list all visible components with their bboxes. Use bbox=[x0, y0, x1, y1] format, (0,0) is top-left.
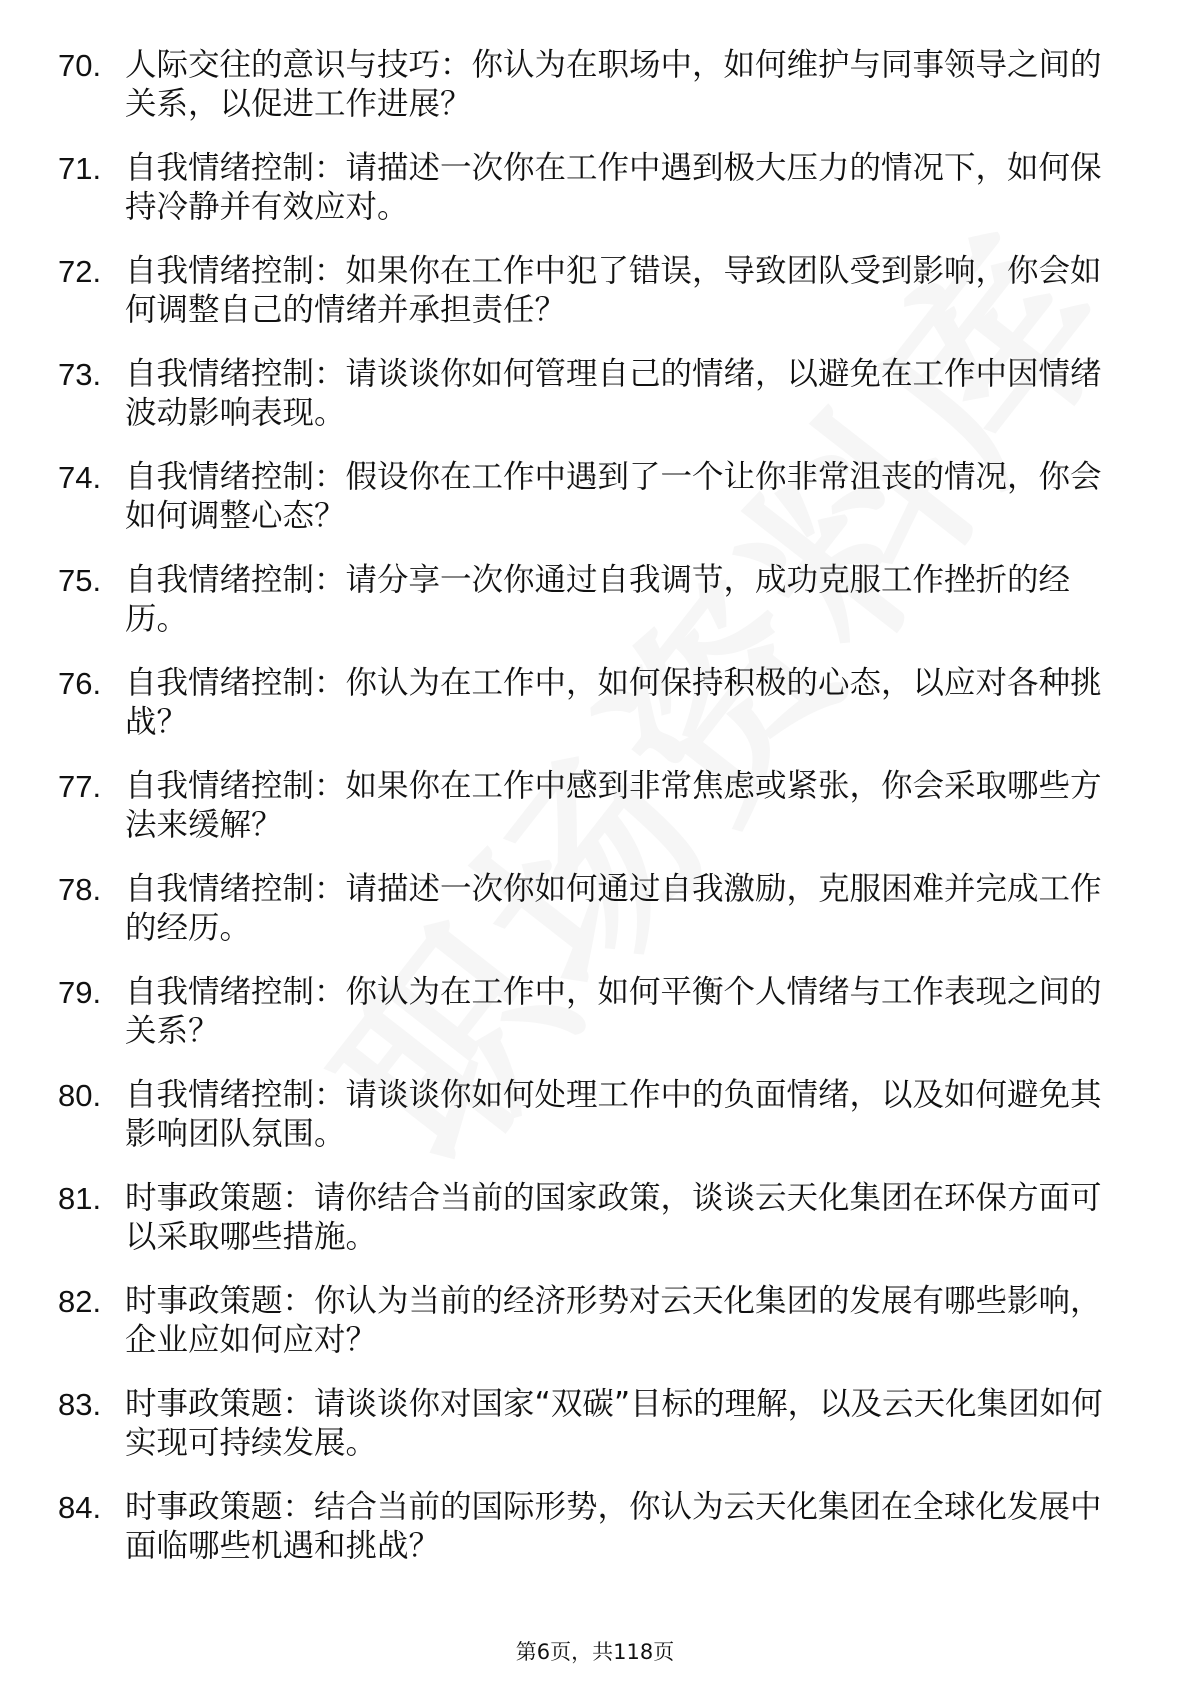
page-footer bbox=[0, 1636, 1190, 1666]
question-number: 75. bbox=[58, 563, 102, 598]
question-text: 时事政策题：请你结合当前的国家政策，谈谈云天化集团在环保方面可以采取哪些措施。 bbox=[125, 1180, 1102, 1255]
question-number: 76. bbox=[58, 666, 102, 701]
list-item bbox=[58, 46, 1128, 124]
question-text: 时事政策题：结合当前的国际形势，你认为云天化集团在全球化发展中面临哪些机遇和挑战？ bbox=[125, 1489, 1102, 1564]
list-item bbox=[58, 1385, 1128, 1463]
question-text: 自我情绪控制：请谈谈你如何管理自己的情绪，以避免在工作中因情绪波动影响表现。 bbox=[125, 356, 1102, 431]
list-item bbox=[58, 458, 1128, 536]
list-item bbox=[58, 1488, 1128, 1566]
list-item bbox=[58, 664, 1128, 742]
question-number: 84. bbox=[58, 1490, 102, 1525]
question-number: 77. bbox=[58, 769, 102, 804]
question-text: 自我情绪控制：请谈谈你如何处理工作中的负面情绪，以及如何避免其影响团队氛围。 bbox=[125, 1077, 1102, 1152]
question-text: 自我情绪控制：如果你在工作中感到非常焦虑或紧张，你会采取哪些方法来缓解？ bbox=[125, 768, 1102, 843]
question-number: 79. bbox=[58, 975, 102, 1010]
question-text: 自我情绪控制：请描述一次你如何通过自我激励，克服困难并完成工作的经历。 bbox=[125, 871, 1102, 946]
list-item bbox=[58, 1282, 1128, 1360]
list-item bbox=[58, 355, 1128, 433]
question-number: 81. bbox=[58, 1181, 102, 1216]
question-text: 自我情绪控制：你认为在工作中，如何保持积极的心态，以应对各种挑战？ bbox=[125, 665, 1102, 740]
question-number: 80. bbox=[58, 1078, 102, 1113]
question-number: 82. bbox=[58, 1284, 102, 1319]
question-number: 73. bbox=[58, 357, 102, 392]
list-item bbox=[58, 767, 1128, 845]
question-text: 时事政策题：你认为当前的经济形势对云天化集团的发展有哪些影响，企业应如何应对？ bbox=[125, 1283, 1102, 1358]
question-number: 71. bbox=[58, 151, 102, 186]
question-text: 自我情绪控制：如果你在工作中犯了错误，导致团队受到影响，你会如何调整自己的情绪并承担责任？ bbox=[125, 253, 1102, 328]
question-number: 83. bbox=[58, 1387, 102, 1422]
list-item bbox=[58, 973, 1128, 1051]
question-list bbox=[58, 46, 1128, 1591]
question-text: 时事政策题：请谈谈你对国家“双碳”目标的理解，以及云天化集团如何实现可持续发展。 bbox=[125, 1386, 1103, 1461]
question-number: 78. bbox=[58, 872, 102, 907]
list-item bbox=[58, 149, 1128, 227]
question-text: 自我情绪控制：请分享一次你通过自我调节，成功克服工作挫折的经历。 bbox=[125, 562, 1071, 637]
question-number: 70. bbox=[58, 48, 102, 83]
question-number: 74. bbox=[58, 460, 102, 495]
question-text: 自我情绪控制：你认为在工作中，如何平衡个人情绪与工作表现之间的关系？ bbox=[125, 974, 1102, 1049]
list-item bbox=[58, 870, 1128, 948]
question-text: 人际交往的意识与技巧：你认为在职场中，如何维护与同事领导之间的关系，以促进工作进展？ bbox=[125, 47, 1102, 122]
list-item bbox=[58, 561, 1128, 639]
list-item bbox=[58, 1076, 1128, 1154]
question-text: 自我情绪控制：假设你在工作中遇到了一个让你非常沮丧的情况，你会如何调整心态？ bbox=[125, 459, 1102, 534]
question-text: 自我情绪控制：请描述一次你在工作中遇到极大压力的情况下，如何保持冷静并有效应对。 bbox=[125, 150, 1102, 225]
question-number: 72. bbox=[58, 254, 102, 289]
page-number-label: 第6页，共118页 bbox=[515, 1640, 675, 1664]
list-item bbox=[58, 1179, 1128, 1257]
list-item bbox=[58, 252, 1128, 330]
